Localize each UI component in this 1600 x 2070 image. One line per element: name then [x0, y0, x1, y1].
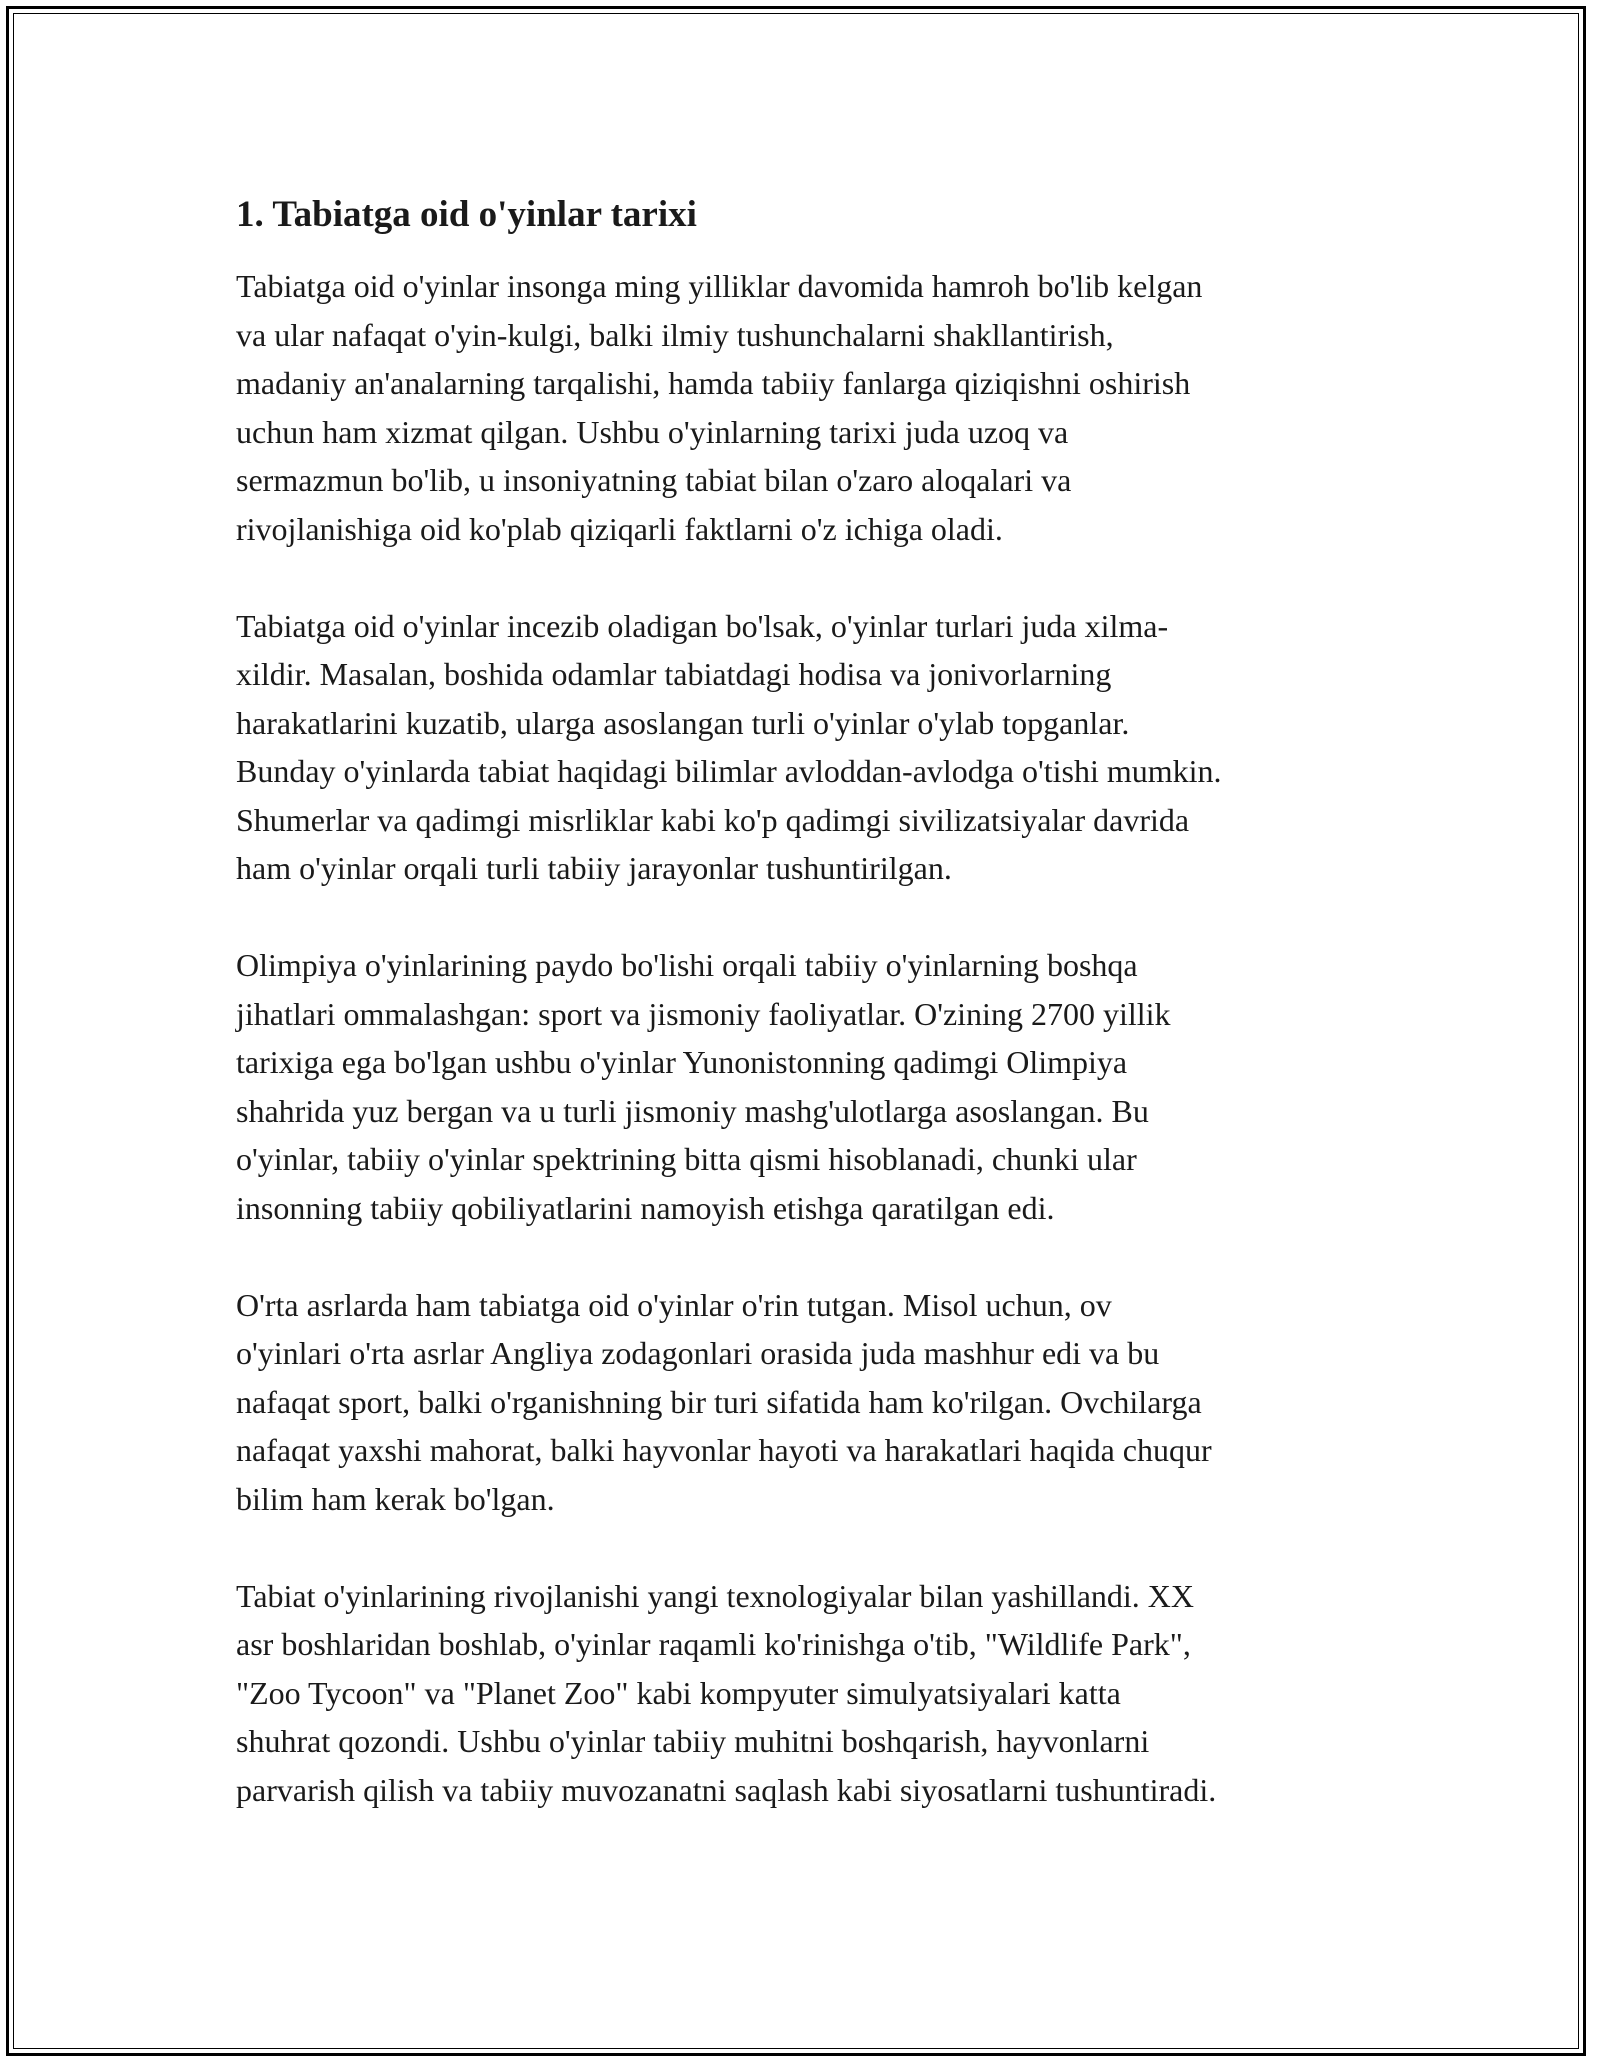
text-line: ham o'yinlar orqali turli tabiiy jarayonlar tushuntirilgan. [236, 850, 952, 886]
paragraph-1 [236, 262, 1386, 553]
text-line: uchun ham xizmat qilgan. Ushbu o'yinlarning tarixi juda uzoq va [236, 413, 1069, 450]
text-line: insonning tabiiy qobiliyatlarini namoyish etishga qaratilgan edi. [236, 1189, 1055, 1226]
text-line: shahrida yuz bergan va u turli jismoniy mashg'ulotlarga asoslangan. Bu [236, 1092, 1149, 1129]
paragraph-5 [236, 1572, 1386, 1815]
text-line: xildir. Masalan, boshida odamlar tabiatdagi hodisa va jonivorlarning [236, 656, 1112, 692]
text-line: madaniy an'analarning tarqalishi, hamda tabiiy fanlarga qiziqishni oshirish [236, 365, 1191, 401]
document-body [236, 190, 1386, 1863]
text-line: O'rta asrlarda ham tabiatga oid o'yinlar o'rin tutgan. Misol uchun, ov [236, 1286, 1112, 1323]
text-line: shuhrat qozondi. Ushbu o'yinlar tabiiy muhitni boshqarish, hayvonlarni [236, 1723, 1150, 1759]
text-line: Tabiatga oid o'yinlar incezib oladigan bo'lsak, o'yinlar turlari juda xilma- [236, 607, 1169, 644]
text-line: tarixiga ega bo'lgan ushbu o'yinlar Yunonistonning qadimgi Olimpiya [236, 1044, 1128, 1080]
text-line: sermazmun bo'lib, u insoniyatning tabiat bilan o'zaro aloqalari va [236, 462, 1072, 498]
text-line: Shumerlar va qadimgi misrliklar kabi ko'p qadimgi sivilizatsiyalar davrida [236, 801, 1190, 838]
text-line: nafaqat sport, balki o'rganishning bir turi sifatida ham ko'rilgan. Ovchilarga [236, 1383, 1202, 1420]
text-line: o'yinlar, tabiiy o'yinlar spektrining bitta qismi hisoblanadi, chunki ular [236, 1141, 1137, 1177]
text-line: rivojlanishiga oid ko'plab qiziqarli faktlarni o'z ichiga oladi. [236, 510, 1003, 547]
text-line: parvarish qilish va tabiiy muvozanatni saqlash kabi siyosatlarni tushuntiradi. [236, 1771, 1217, 1808]
section-heading: 1. Tabiatga oid o'yinlar tarixi [236, 194, 697, 235]
text-line: bilim ham kerak bo'lgan. [236, 1480, 555, 1517]
text-line: jihatlari ommalashgan: sport va jismoniy faoliyatlar. O'zining 2700 yillik [236, 995, 1171, 1032]
text-line: harakatlarini kuzatib, ularga asoslangan turli o'yinlar o'ylab topganlar. [236, 704, 1130, 741]
text-line: nafaqat yaxshi mahorat, balki hayvonlar hayoti va harakatlari haqida chuqur [236, 1432, 1212, 1468]
text-line: o'yinlari o'rta asrlar Angliya zodagonlari orasida juda mashhur edi va bu [236, 1335, 1160, 1371]
paragraph-4 [236, 1281, 1386, 1524]
text-line: Olimpiya o'yinlarining paydo bo'lishi orqali tabiiy o'yinlarning boshqa [236, 947, 1138, 983]
text-line: va ular nafaqat o'yin-kulgi, balki ilmiy tushunchalarni shakllantirish, [236, 316, 1114, 353]
text-line: asr boshlaridan boshlab, o'yinlar raqamli ko'rinishga o'tib, "Wildlife Park", [236, 1626, 1191, 1662]
text-line: Bunday o'yinlarda tabiat haqidagi bilimlar avloddan-avlodga o'tishi mumkin. [236, 753, 1222, 789]
paragraph-2 [236, 602, 1386, 893]
text-line: Tabiatga oid o'yinlar insonga ming yilliklar davomida hamroh bo'lib kelgan [236, 268, 1203, 304]
paragraph-3 [236, 941, 1386, 1232]
text-line: "Zoo Tycoon" va "Planet Zoo" kabi kompyuter simulyatsiyalari katta [236, 1674, 1121, 1711]
text-line: Tabiat o'yinlarining rivojlanishi yangi texnologiyalar bilan yashillandi. XX [236, 1577, 1194, 1614]
